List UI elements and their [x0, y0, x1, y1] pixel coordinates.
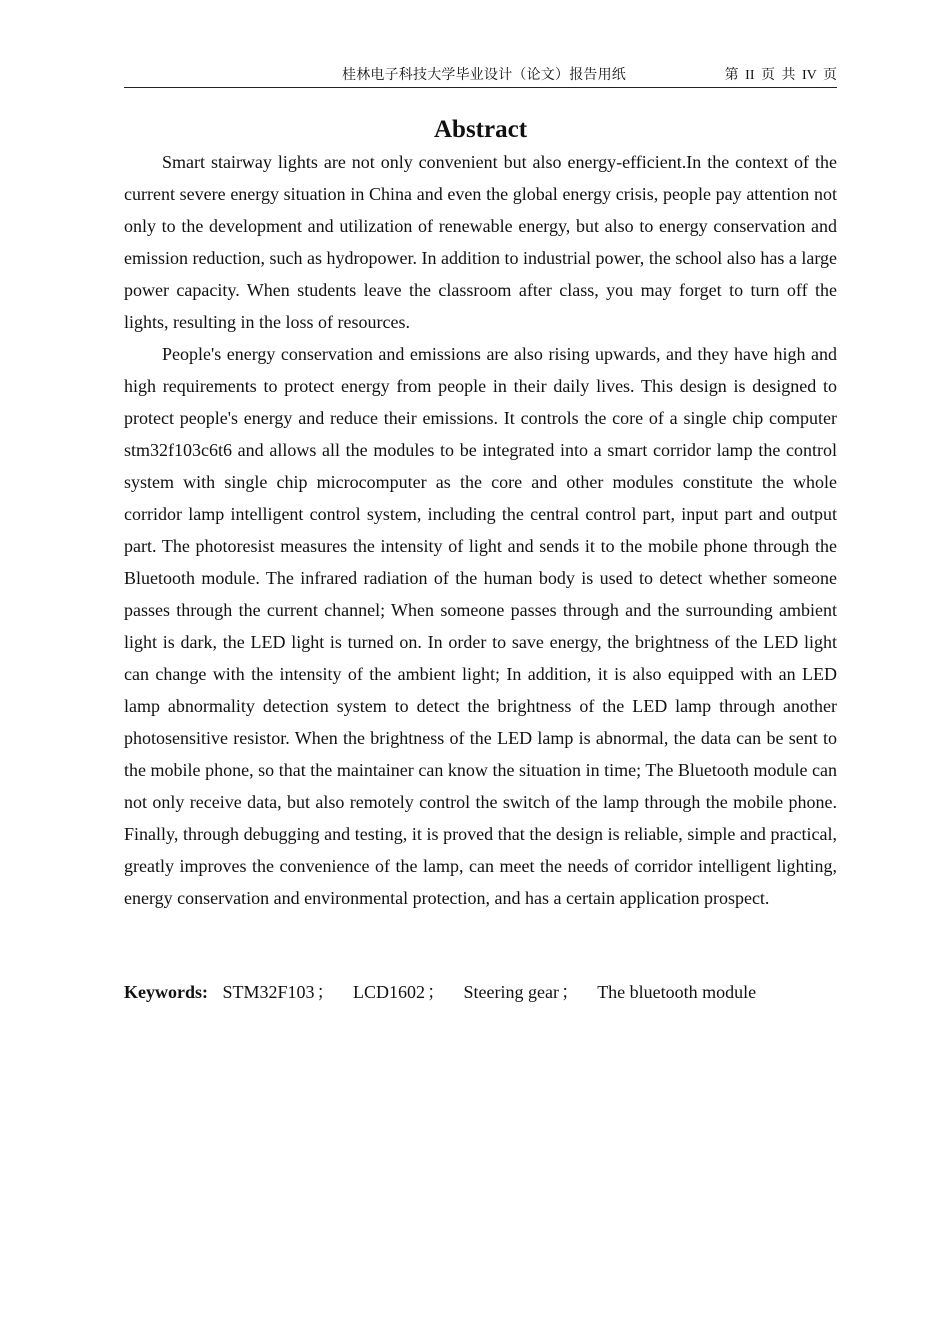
page-number: 第 II 页 共 IV 页	[724, 68, 837, 83]
keyword: STM32F103	[222, 982, 315, 1002]
abstract-heading: Abstract	[433, 116, 528, 143]
abstract-paragraph: Smart stairway lights are not only convenient but also energy-efficient.In the context of the current severe energy situation in China and even the global energy crisis, people pay attention not only to the development and utilization of renewable energy, but also to energy conservation and emission reduction, such as hydropower. In addition to industrial power, the school also has a large power capacity. When students leave the classroom after class, you may forget to turn off the lights, resulting in the loss of resources.	[124, 152, 837, 332]
page-header	[124, 67, 837, 88]
keywords-label: Keywords:	[124, 982, 208, 1002]
abstract-body	[124, 146, 837, 914]
keywords-line	[124, 976, 837, 1008]
abstract-paragraph: People's energy conservation and emissions are also rising upwards, and they have high and high requirements to protect energy from people in their daily lives. This design is designed to protect people's energy and reduce their emissions. It controls the core of a single chip computer stm32f103c6t6 and allows all the modules to be integrated into a smart corridor lamp the control system with single chip microcomputer as the core and other modules constitute the whole corridor lamp intelligent control system, including the central control part, input part and output part. The photoresist measures the intensity of light and sends it to the mobile phone through the Bluetooth module. The infrared radiation of the human body is used to detect whether someone passes through the current channel; When someone passes through and the surrounding ambient light is dark, the LED light is turned on. In order to save energy, the brightness of the LED light can change with the intensity of the ambient light; In addition, it is also equipped with an LED lamp abnormality detection system to detect the brightness of the LED lamp through another photosensitive resistor. When the brightness of the LED lamp is abnormal, the data can be sent to the mobile phone, so that the maintainer can know the situation in time; The Bluetooth module can not only receive data, but also remotely control the switch of the lamp through the mobile phone. Finally, through debugging and testing, it is proved that the design is reliable, simple and practical, greatly improves the convenience of the lamp, can meet the needs of corridor intelligent lighting, energy conservation and environmental protection, and has a certain application prospect.	[124, 344, 837, 908]
keyword-separator: ；	[427, 982, 446, 1002]
keyword: LCD1602	[353, 982, 426, 1002]
keyword: Steering gear	[463, 982, 559, 1002]
keyword-separator: ；	[316, 982, 335, 1002]
header-title: 桂林电子科技大学毕业设计（论文）报告用纸	[342, 68, 626, 83]
keyword-separator: ；	[561, 982, 579, 1002]
keyword: The bluetooth module	[597, 982, 757, 1002]
